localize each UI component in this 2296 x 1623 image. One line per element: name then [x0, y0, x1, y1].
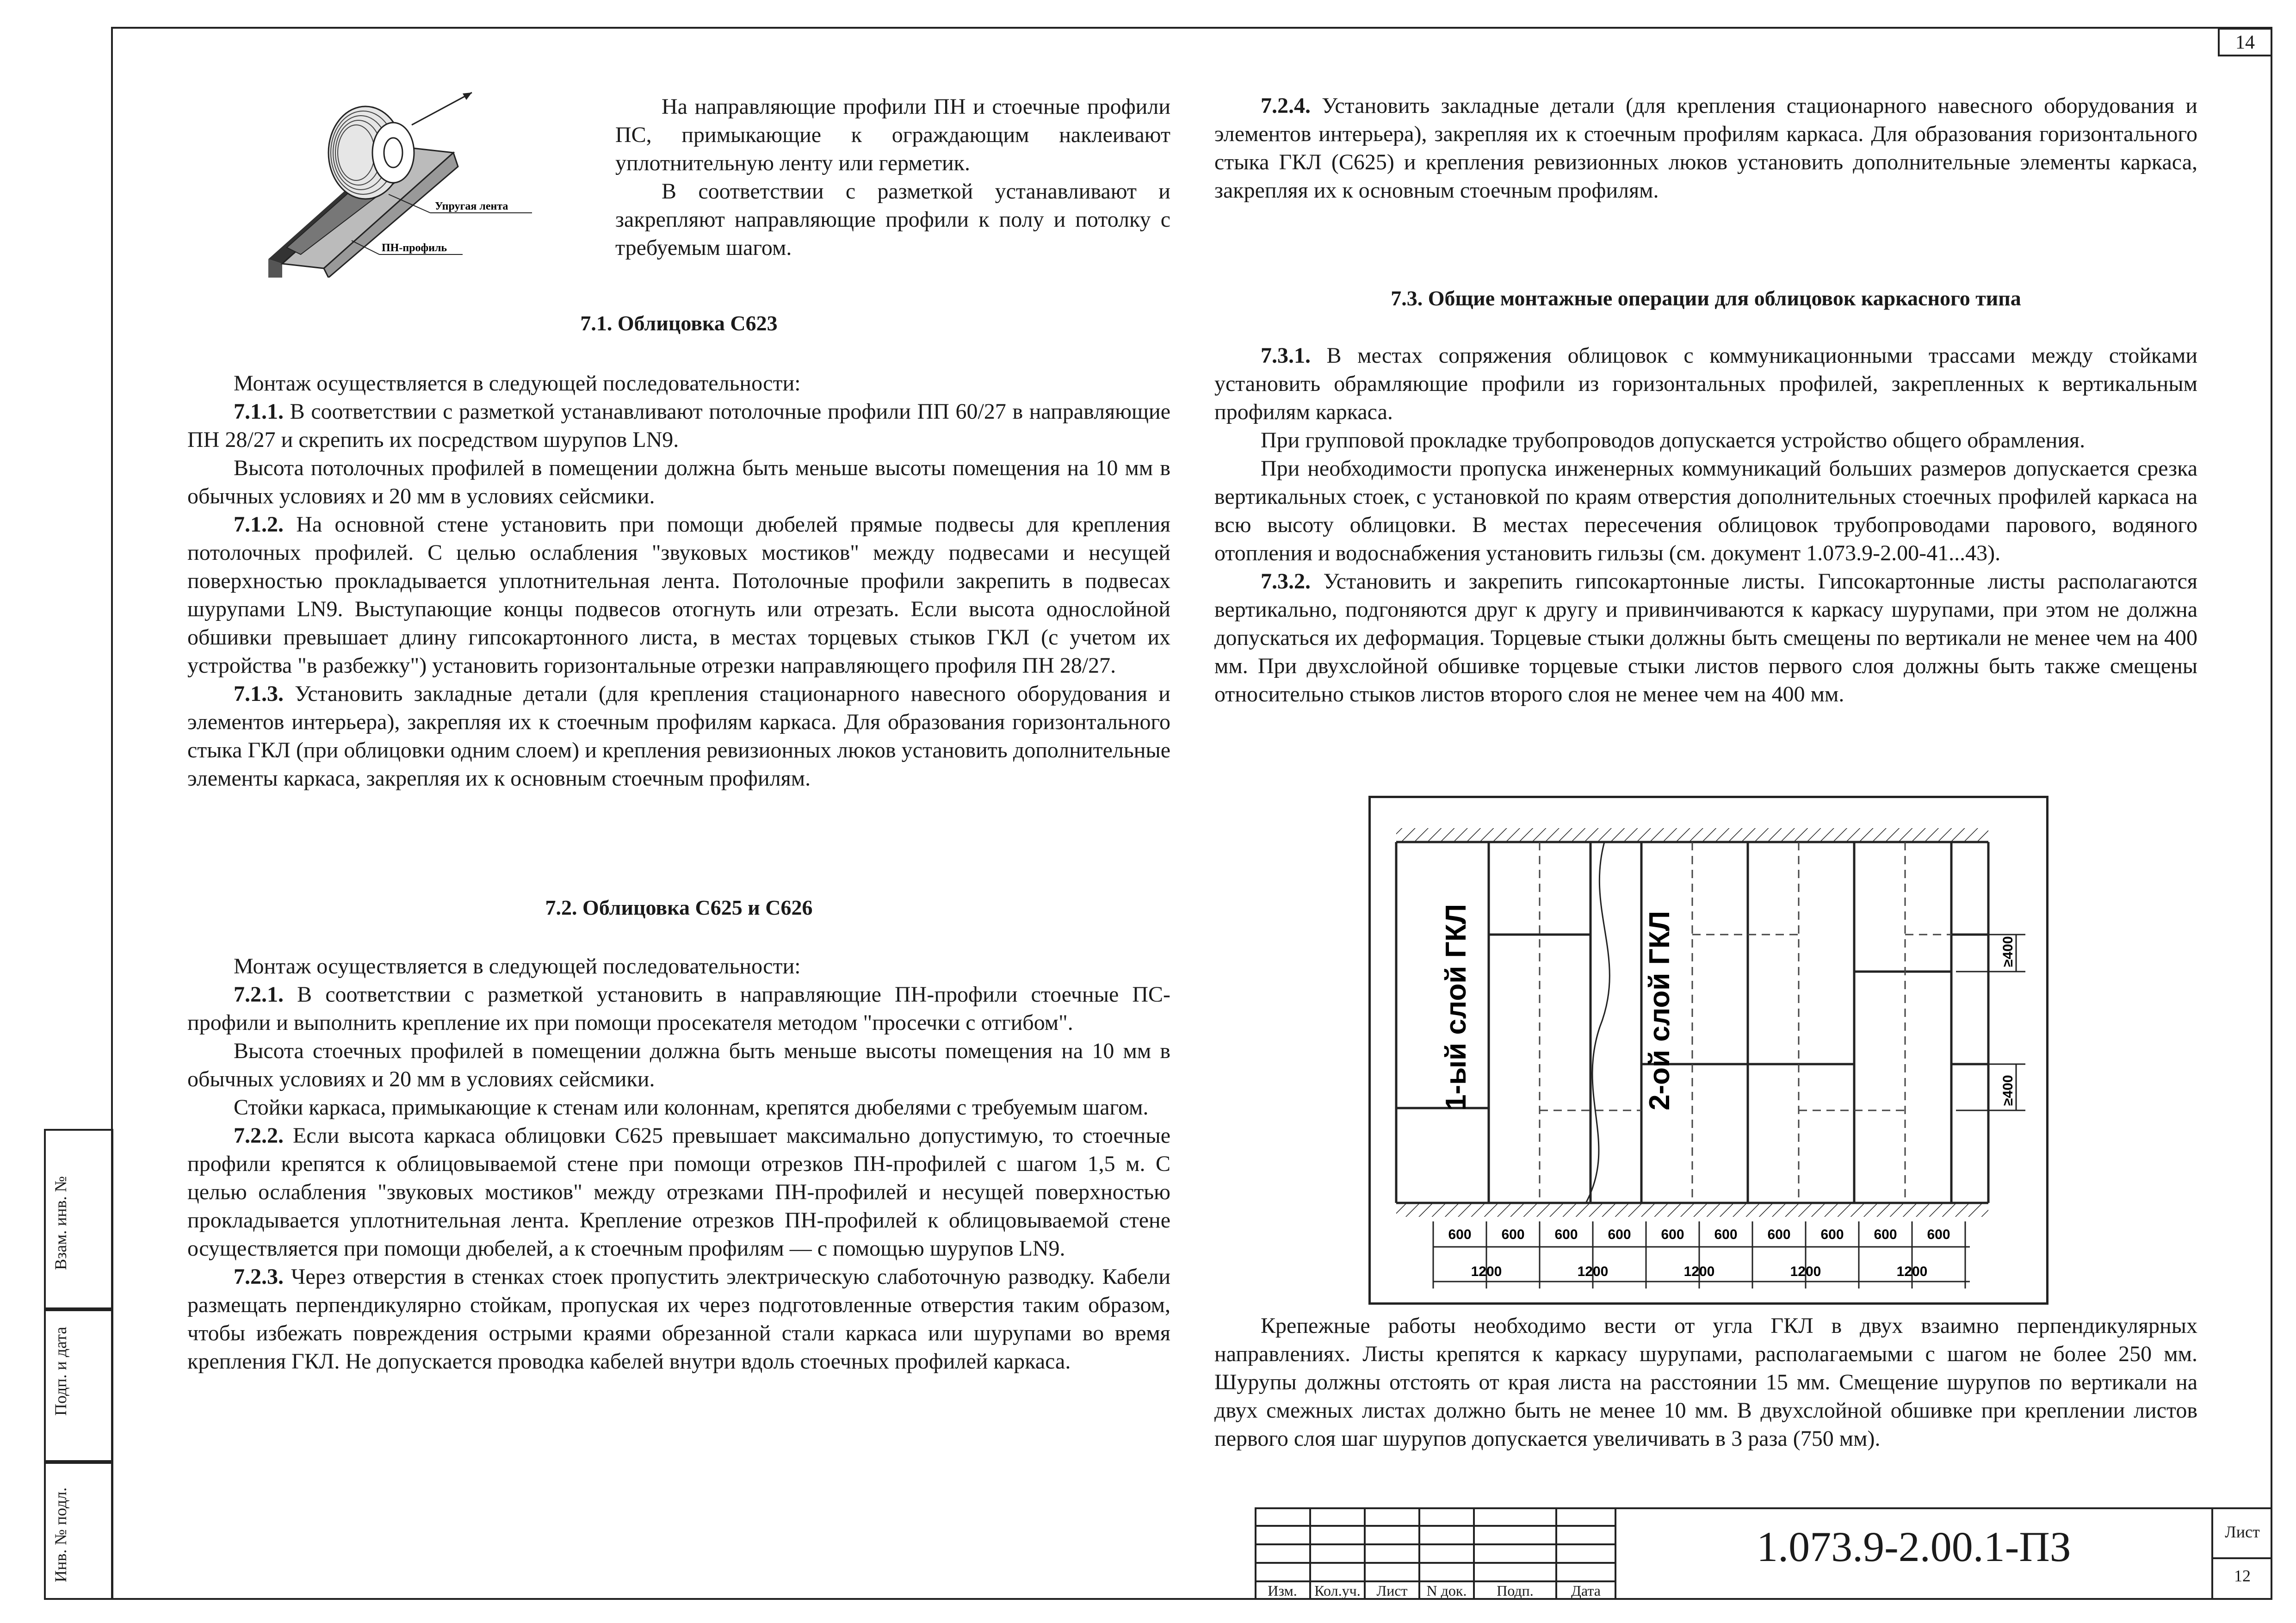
page-number: 14: [2218, 28, 2272, 56]
section-7-3-body: [1214, 341, 2197, 708]
sec71-p2: Высота потолочных профилей в помещении должна быть меньше высоты помещения на 10 мм в обычных условиях и 20 мм в условиях сейсмики.: [187, 456, 1170, 508]
dim-1200-label: 1200: [1896, 1264, 1928, 1279]
intro-p2: В соответствии с разметкой устанавливают и закрепляют направляющие профили к полу и потолку с требуемым шагом.: [615, 179, 1170, 260]
tb-col-izm: Изм.: [1268, 1582, 1297, 1599]
sec71-intro: Монтаж осуществляется в следующей последовательности:: [234, 371, 801, 396]
layer-2-label: 2-ой слой ГКЛ: [1644, 911, 1676, 1110]
panel-layout-diagram: [1368, 796, 2048, 1305]
label-tape: Упругая лента: [435, 200, 508, 212]
dim-600-label: 600: [1874, 1227, 1897, 1242]
sec73-p3: При необходимости пропуска инженерных коммуникаций больших размеров допускается срезка вертикальных стоек, с установкой по краям отверстия дополнительных стоечных профилей каркаса на всю высоту облицовки. В местах пересечения облицовок трубопроводами парового, водяного отопления и водоснабжения установить гильзы (см. документ 1.073.9-2.00-41...43).: [1214, 456, 2197, 565]
section-7-2-title: 7.2. Облицовка С625 и С626: [545, 896, 813, 919]
tb-col-ndok: N док.: [1426, 1582, 1467, 1599]
section-7-3-final: [1214, 1312, 2197, 1453]
intro-text: [615, 93, 1170, 262]
sec72-p6: 7.2.4. Установить закладные детали (для крепления стационарного навесного оборудования и элементов интерьера), закрепляя их к стоечным профилям каркаса. Для образования горизонтального стыка ГКЛ (С625) и крепления ревизионных люков установить дополнительные элементы каркаса, закрепляя их к основным стоечным профилям.: [1214, 93, 2197, 203]
sec73-p5: Крепежные работы необходимо вести от угла ГКЛ в двух взаимно перпендикулярных направлениях. Листы крепятся к каркасу шурупами, располагаемыми с шагом не более 250 мм. Шурупы должны отстоять от края листа на расстоянии 15 мм. Смещение шурупов по вертикали на двух смежных листах должно быть не менее 10 мм. В двухслойной обшивке при креплении листов первого слоя шаг шурупов допускается увеличивать в 3 раза (750 мм).: [1214, 1313, 2197, 1451]
layer-1-label: 1-ый слой ГКЛ: [1440, 904, 1472, 1110]
sec71-p3: 7.1.2. На основной стене установить при помощи дюбелей прямые подвесы для крепления потолочных профилей. С целью ослабления "звуковых мостиков" между подвесами и несущей поверхностью прокладывается уплотнительная лента. Потолочные профили закрепить в подвесах шурупами LN9. Выступающие концы подвесов отогнуть или отрезать. Если высота однослойной обшивки превышает длину гипсокартонного листа, в местах торцевых стыков ГКЛ (с учетом их устройства "в разбежку") установить горизонтальные отрезки направляющего профиля ПН 28/27.: [187, 512, 1170, 678]
tb-col-data: Дата: [1571, 1582, 1601, 1599]
tb-col-podp: Подп.: [1497, 1582, 1534, 1599]
dim-400-b: ≥400: [2000, 1075, 2016, 1106]
dim-1200-label: 1200: [1683, 1264, 1715, 1279]
sec73-p2: При групповой прокладке трубопроводов допускается устройство общего обрамления.: [1261, 428, 2086, 452]
sec73-p1: 7.3.1. В местах сопряжения облицовок с коммуникационными трассами между стойками установить обрамляющие профили из горизонтальных профилей, закрепленных к вертикальным профилям каркаса.: [1214, 343, 2197, 424]
sec72-p5: 7.2.3. Через отверстия в стенках стоек пропустить электрическую слаботочную разводку. Кабели размещать перпендикулярно стойкам, пропуская их через подготовленные отверстия таким образом, чтобы избежать повреждения острыми краями обрезанной стали каркаса или шурупами во время крепления ГКЛ. Не допускается проводка кабелей внутри вдоль стоечных профилей каркаса.: [187, 1264, 1170, 1374]
dim-600-label: 600: [1927, 1227, 1950, 1242]
dim-1200-label: 1200: [1790, 1264, 1821, 1279]
sec72-p4: 7.2.2. Если высота каркаса облицовки С625 превышает максимально допустимую, то стоечные профили крепятся к облицовываемой стене при помощи отрезков ПН-профилей с шагом 1,5 м. С целью ослабления "звуковых мостиков" между отрезками ПН-профилей и несущей поверхностью прокладывается уплотнительная лента. Крепление отрезков ПН-профилей к облицовываемой стене осуществляется при помощи дюбелей, а к стоечным профилям — с помощью шурупов LN9.: [187, 1123, 1170, 1261]
dim-600-label: 600: [1767, 1227, 1791, 1242]
dim-600-label: 600: [1661, 1227, 1684, 1242]
intro-p1: На направляющие профили ПН и стоечные профили ПС, примыкающие к ограждающим наклеивают уплотнительную ленту или герметик.: [615, 94, 1170, 175]
dim-400-a: ≥400: [2000, 936, 2016, 967]
tb-col-list: Лист: [1376, 1582, 1408, 1599]
tb-col-koluch: Кол.уч.: [1314, 1582, 1361, 1599]
sec71-p1: 7.1.1. В соответствии с разметкой устанавливают потолочные профили ПП 60/27 в направляющие ПН 28/27 и скрепить их посредством шурупов LN9.: [187, 399, 1170, 452]
sealing-tape-figure: [259, 88, 555, 278]
dim-1200-label: 1200: [1471, 1264, 1502, 1279]
section-7-1-body: [187, 369, 1170, 793]
section-7-2-4-body: [1214, 92, 2197, 204]
sheet-label: Лист: [2225, 1523, 2260, 1541]
side-label-inv: Инв. № подл.: [51, 1487, 70, 1582]
sheet-number: 12: [2234, 1567, 2251, 1585]
dim-600-label: 600: [1448, 1227, 1472, 1242]
dim-600-label: 600: [1714, 1227, 1738, 1242]
sec72-p2: Высота стоечных профилей в помещении должна быть меньше высоты помещения на 10 мм в обычных условиях и 20 мм в условиях сейсмики.: [187, 1039, 1170, 1091]
sec72-intro: Монтаж осуществляется в следующей последовательности:: [234, 954, 801, 979]
section-7-3-title: 7.3. Общие монтажные операции для облицовок каркасного типа: [1391, 286, 2021, 310]
dim-1200-label: 1200: [1577, 1264, 1609, 1279]
dim-600-label: 600: [1820, 1227, 1844, 1242]
section-7-2-body: [187, 952, 1170, 1375]
sec72-p3: Стойки каркаса, примыкающие к стенам или колоннам, крепятся дюбелями с требуемым шагом.: [234, 1095, 1149, 1120]
side-label-vzam: Взам. инв. №: [51, 1176, 70, 1270]
dim-600-label: 600: [1501, 1227, 1525, 1242]
label-profile: ПН-профиль: [382, 242, 447, 254]
sec73-p4: 7.3.2. Установить и закрепить гипсокартонные листы. Гипсокартонные листы располагаются вертикально, подгоняются друг к другу и привинчиваются к каркасу шурупами, при этом не должна допускаться их деформация. Торцевые стыки должны быть смещены по вертикали не менее чем на 400 мм. При двухслойной обшивке торцевые стыки листов первого слоя должны быть также смещены относительно стыков листов второго слоя не менее чем на 400 мм.: [1214, 569, 2197, 706]
dim-600-label: 600: [1554, 1227, 1578, 1242]
sec71-p4: 7.1.3. Установить закладные детали (для крепления стационарного навесного оборудования и элементов интерьера), закрепляя их к стоечным профилям каркаса. Для образования горизонтального стыка ГКЛ (при облицовки одним слоем) и крепления ревизионных люков установить дополнительные элементы каркаса, закрепляя их к основным стоечным профилям.: [187, 681, 1170, 791]
side-label-podp: Подп. и дата: [51, 1326, 70, 1416]
section-7-1-title: 7.1. Облицовка С623: [580, 311, 778, 335]
sec72-p1: 7.2.1. В соответствии с разметкой установить в направляющие ПН-профили стоечные ПС-профили и выполнить крепление их при помощи просекателя методом "просечки с отгибом".: [187, 982, 1170, 1035]
dim-600-label: 600: [1608, 1227, 1631, 1242]
doc-code: 1.073.9-2.00.1-ПЗ: [1757, 1523, 2071, 1570]
